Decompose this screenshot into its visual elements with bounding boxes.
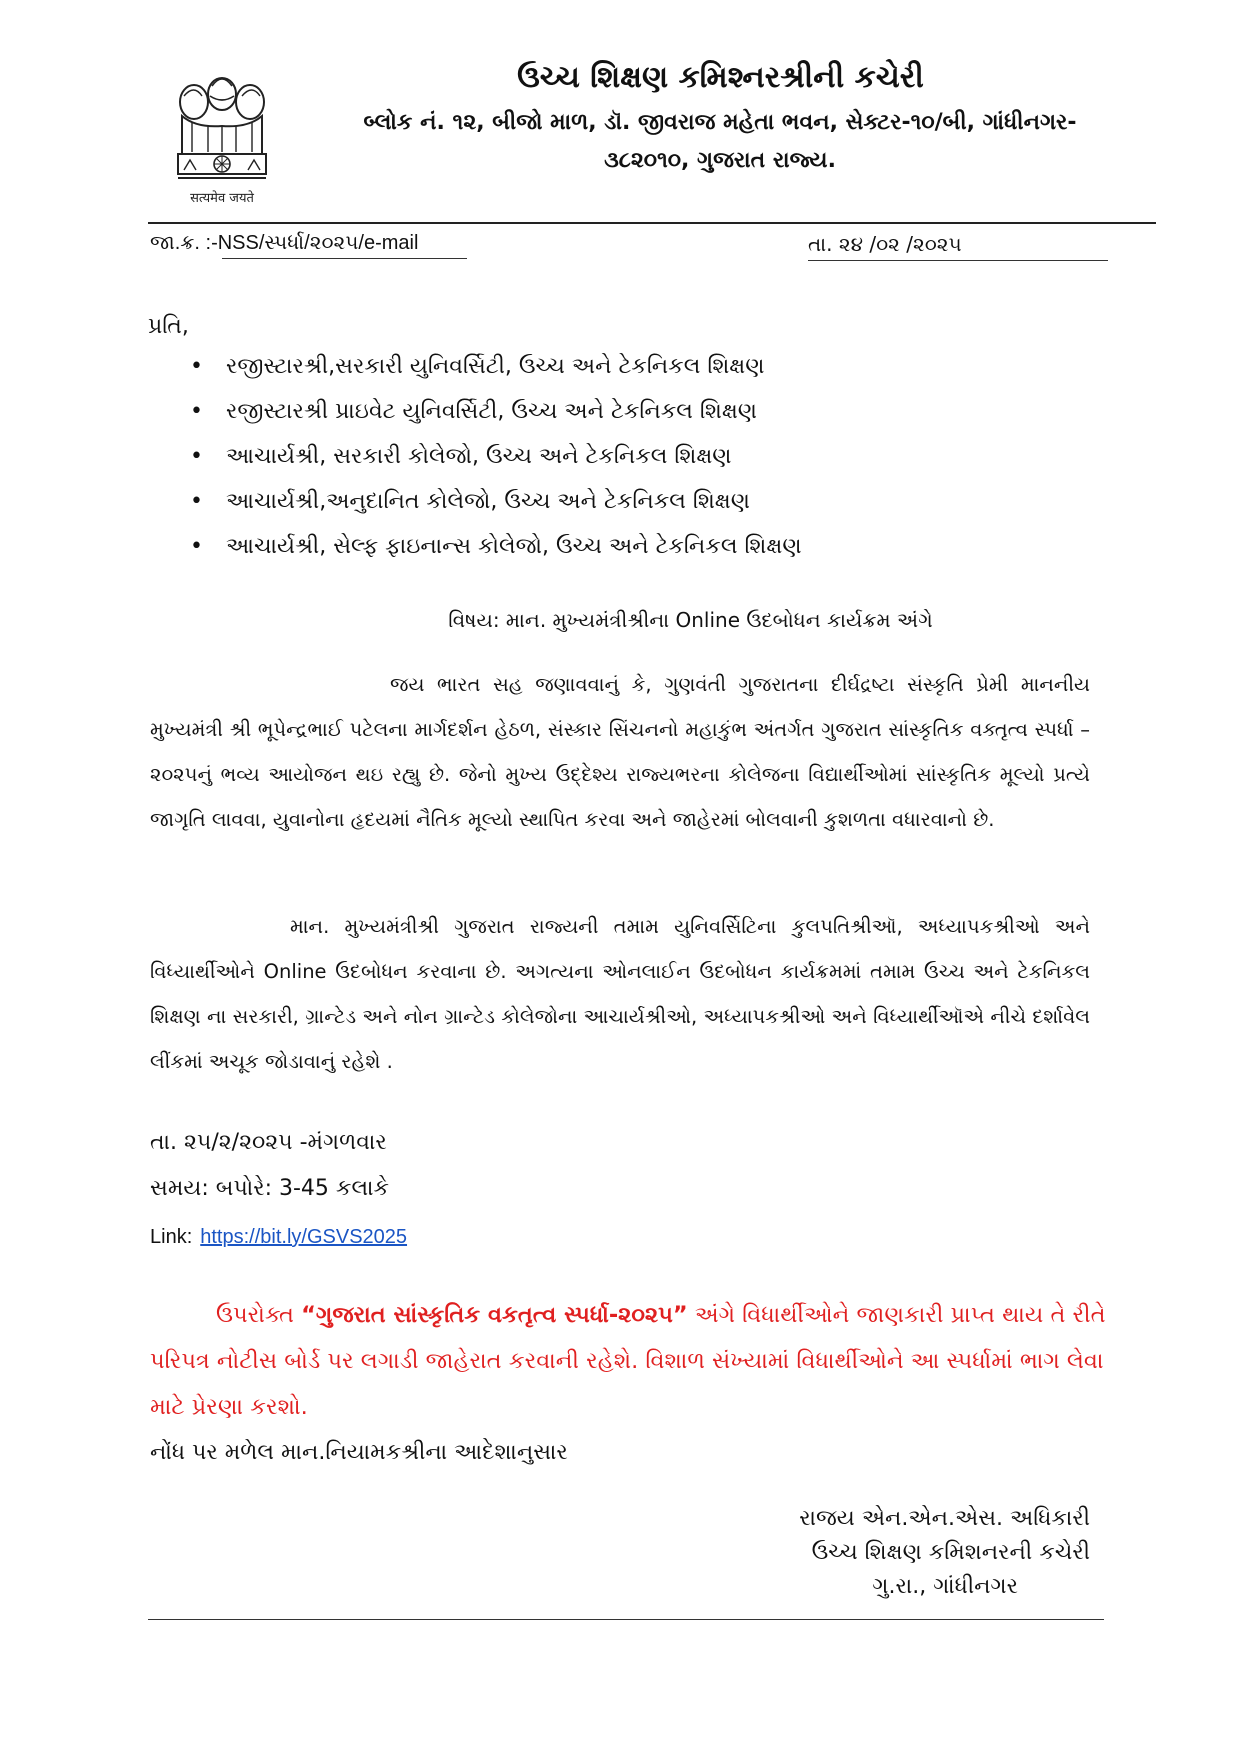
- order-note: નોંધ પર મળેલ માન.નિયામકશ્રીના આદેશાનુસાર: [150, 1440, 568, 1465]
- recipient-list: [190, 344, 802, 569]
- salutation: પ્રતિ,: [148, 314, 189, 339]
- event-time: સમય: બપોરે: 3-45 કલાકે: [150, 1176, 390, 1201]
- notice-highlight: “ગુજરાત સાંસ્કૃતિક વકતૃત્વ સ્પર્ધા-૨૦૨૫”: [301, 1302, 688, 1328]
- office-title: ઉચ્ચ શિક્ષણ કમિશ્નરશ્રીની કચેરી: [517, 60, 924, 95]
- signature-line-3: ગુ.રા., ગાંધીનગર: [872, 1574, 1018, 1599]
- notice-prefix: ઉપરોક્ત: [216, 1302, 302, 1328]
- address-line-2: ૩૮૨૦૧૦, ગુજરાત રાજ્ય.: [604, 148, 836, 173]
- recipient-item: • રજીસ્ટારશ્રી,સરકારી યુનિવર્સિટી, ઉચ્ચ અને ટેકનિકલ શિક્ષણ: [190, 344, 802, 389]
- subject-line: વિષય: માન. મુખ્યમંત્રીશ્રીના Online ઉદબોધન કાર્યક્રમ અંગે: [448, 608, 933, 632]
- recipient-item: • આચાર્યશ્રી, સેલ્ફ ફાઇનાન્સ કોલેજો, ઉચ્ચ અને ટેકનિકલ શિક્ષણ: [190, 524, 802, 569]
- event-date: તા. ૨૫/૨/૨૦૨૫ -મંગળવાર: [150, 1130, 387, 1155]
- event-link[interactable]: https://bit.ly/GSVS2025: [200, 1226, 408, 1248]
- recipient-item: • રજીસ્ટારશ્રી પ્રાઇવેટ યુનિવર્સિટી, ઉચ્ચ અને ટેકનિકલ શિક્ષણ: [190, 389, 802, 434]
- office-address: [340, 104, 1100, 180]
- header-divider: [148, 222, 1156, 224]
- letter-date: તા. ૨૪ /૦૨ /૨૦૨૫: [808, 232, 962, 256]
- date-underline: [808, 260, 1108, 261]
- recipient-item: • આચાર્યશ્રી, સરકારી કોલેજો, ઉચ્ચ અને ટેકનિકલ શિક્ષણ: [190, 434, 802, 479]
- notice-paragraph: [150, 1292, 1115, 1430]
- event-link-row: [150, 1226, 407, 1249]
- signature-line-1: રાજય એન.એન.એસ. અધિકારી: [799, 1506, 1090, 1531]
- footer-divider: [148, 1619, 1104, 1620]
- body-paragraph-2: માન. મુખ્યમંત્રીશ્રી ગુજરાત રાજ્યની તમામ યુનિવર્સિટિના કુલપતિશ્રીઑ, અધ્યાપકશ્રીઓ અને વિધ્યાર્થીઓને Online ઉદબોધન કરવાના છે. અગત્યના ઓનલાઈન ઉદબોધન કાર્યક્રમમાં તમામ ઉચ્ચ અને ટેકનિકલ શિક્ષણ ના સરકારી, ગ્રાન્ટેડ અને નોન ગ્રાન્ટેડ કોલેજોના આચાર્યશ્રીઓ, અધ્યાપકશ્રીઓ અને વિધ્યાર્થીઑએ નીચે દર્શાવેલ લીંકમાં અચૂક જોડાવાનું રહેશે .: [150, 915, 1090, 1073]
- body-paragraph-1: જય ભારત સહ જણાવવાનું કે, ગુણવંતી ગુજરાતના દીર્ઘદ્રષ્ટા સંસ્કૃતિ પ્રેમી માનનીય મુખ્યમંત્રી શ્રી ભૂપેન્દ્રભાઈ પટેલના માર્ગદર્શન હેઠળ, સંસ્કાર સિંચનનો મહાકુંભ અંતર્ગત ગુજરાત સાંસ્કૃતિક વક્તૃત્વ સ્પર્ધા – ૨૦૨૫નું ભવ્ય આયોજન થઇ રહ્યુ છે. જેનો મુખ્ય ઉદ્દેશ્ય રાજ્યભરના કોલેજના વિદ્યાર્થીઓમાં સાંસ્કૃતિક મૂલ્યો પ્રત્યે જાગૃતિ લાવવા, યુવાનોના હૃદયમાં નૈતિક મૂલ્યો સ્થાપિત કરવા અને જાહેરમાં બોલવાની કુશળતા વધારવાનો છે.: [150, 673, 1090, 831]
- reference-number: જા.ક્ર. :-NSS/સ્પર્ધા/૨૦૨૫/e-mail: [150, 232, 419, 254]
- signature-block: [660, 1502, 1090, 1604]
- address-line-1: બ્લોક નં. ૧૨, બીજો માળ, ડૉ. જીવરાજ મહેતા ભવન, સેક્ટર-૧૦/બી, ગાંધીનગર-: [363, 110, 1077, 135]
- reference-underline: [222, 258, 467, 259]
- notice-suffix: અંગે વિધાર્થીઓને જાણકારી પ્રાપ્ત થાય તે રીતે પરિપત્ર નોટીસ બોર્ડ પર લગાડી જાહેરાત કરવાની રહેશે. વિશાળ સંખ્યામાં વિધાર્થીઓને આ સ્પર્ધામાં ભાગ લેવા માટે પ્રેરણા કરશો.: [150, 1302, 1106, 1420]
- recipient-item: • આચાર્યશ્રી,અનુદાનિત કોલેજો, ઉચ્ચ અને ટેકનિકલ શિક્ષણ: [190, 479, 802, 524]
- emblem-motto: सत्यमेव जयते: [190, 191, 254, 206]
- signature-line-2: ઉચ્ચ શિક્ષણ કમિશનરની કચેરી: [811, 1540, 1090, 1565]
- link-label: Link:: [150, 1226, 193, 1248]
